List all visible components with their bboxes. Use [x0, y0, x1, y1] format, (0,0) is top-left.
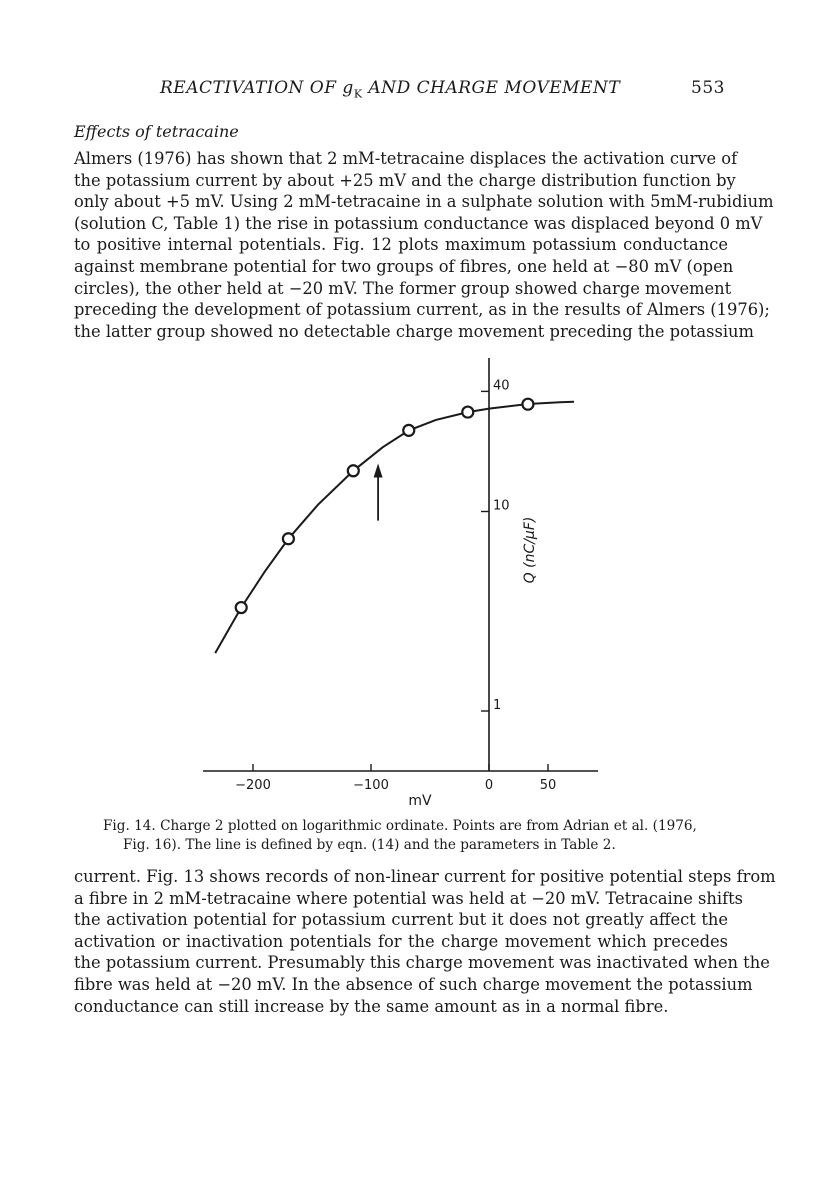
data-point-circle — [462, 407, 473, 418]
x-axis-label: mV — [408, 793, 432, 809]
paragraph-line: a fibre in 2 mM-tetracaine where potential was held at −20 mV. Tetracaine shifts — [74, 888, 744, 908]
data-point-circle — [348, 465, 359, 476]
y-tick-label: 10 — [493, 498, 510, 514]
y-tick-label: 40 — [493, 378, 510, 394]
paragraph-line: activation or inactivation potentials for the charge movement which precedes — [74, 931, 728, 951]
data-point-circle — [283, 533, 294, 544]
running-title: REACTIVATION OF $g_K$ AND CHARGE MOVEMENT — [160, 78, 621, 101]
paragraph-line: the activation potential for potassium current but it does not greatly affect the — [74, 910, 728, 930]
paragraph-line: only about +5 mV. Using 2 mM-tetracaine in a sulphate solution with 5mM-rubidium — [74, 192, 774, 212]
x-tick-label: 0 — [484, 778, 494, 793]
fitted-curve-line — [215, 402, 574, 653]
y-tick-label: 1 — [493, 698, 502, 713]
paragraph-1 — [74, 148, 774, 342]
x-tick-label: −200 — [235, 778, 271, 793]
page-number: 553 — [691, 78, 725, 98]
arrow-head-icon — [374, 464, 383, 478]
paragraph-line: to positive internal potentials. Fig. 12 plots maximum potassium conductance — [74, 235, 728, 255]
caption-line: Fig. 16). The line is defined by eqn. (14) and the parameters in Table 2. — [123, 837, 616, 853]
running-title-subscript: K — [353, 87, 363, 101]
paragraph-line: current. Fig. 13 shows records of non-linear current for positive potential steps from — [74, 867, 776, 886]
paragraph-line: preceding the development of potassium current, as in the results of Almers (1976); — [74, 300, 770, 320]
caption-line: Fig. 14. Charge 2 plotted on logarithmic ordinate. Points are from Adrian et al. (1976, — [103, 818, 697, 834]
paragraph-line: (solution C, Table 1) the rise in potassium conductance was displaced beyond 0 mV — [74, 213, 763, 233]
paragraph-line: the latter group showed no detectable charge movement preceding the potassium — [74, 321, 754, 341]
paragraph-2 — [74, 866, 776, 1017]
data-point-circle — [403, 425, 414, 436]
x-tick-label: 50 — [539, 778, 557, 793]
x-tick-label: −100 — [353, 778, 389, 793]
chart-layer — [203, 358, 598, 793]
paragraph-line: Almers (1976) has shown that 2 mM-tetracaine displaces the activation curve of — [74, 149, 738, 168]
paragraph-line: the potassium current. Presumably this charge movement was inactivated when the — [74, 953, 770, 973]
section-heading: Effects of tetracaine — [74, 122, 239, 141]
paragraph-line: conductance can still increase by the same amount as in a normal fibre. — [74, 996, 669, 1016]
paragraph-line: against membrane potential for two groups of fibres, one held at −80 mV (open — [74, 256, 734, 276]
y-axis-label: Q (nC/µF) — [522, 516, 538, 584]
data-point-circle — [236, 602, 247, 613]
data-point-circle — [522, 399, 533, 410]
paragraph-line: circles), the other held at −20 mV. The former group showed charge movement — [74, 278, 732, 298]
paragraph-line: the potassium current by about +25 mV and the charge distribution function by — [74, 170, 736, 190]
figure-14-chart — [0, 350, 816, 820]
figure-caption — [103, 817, 723, 855]
paragraph-line: fibre was held at −20 mV. In the absence of such charge movement the potassium — [74, 974, 753, 994]
